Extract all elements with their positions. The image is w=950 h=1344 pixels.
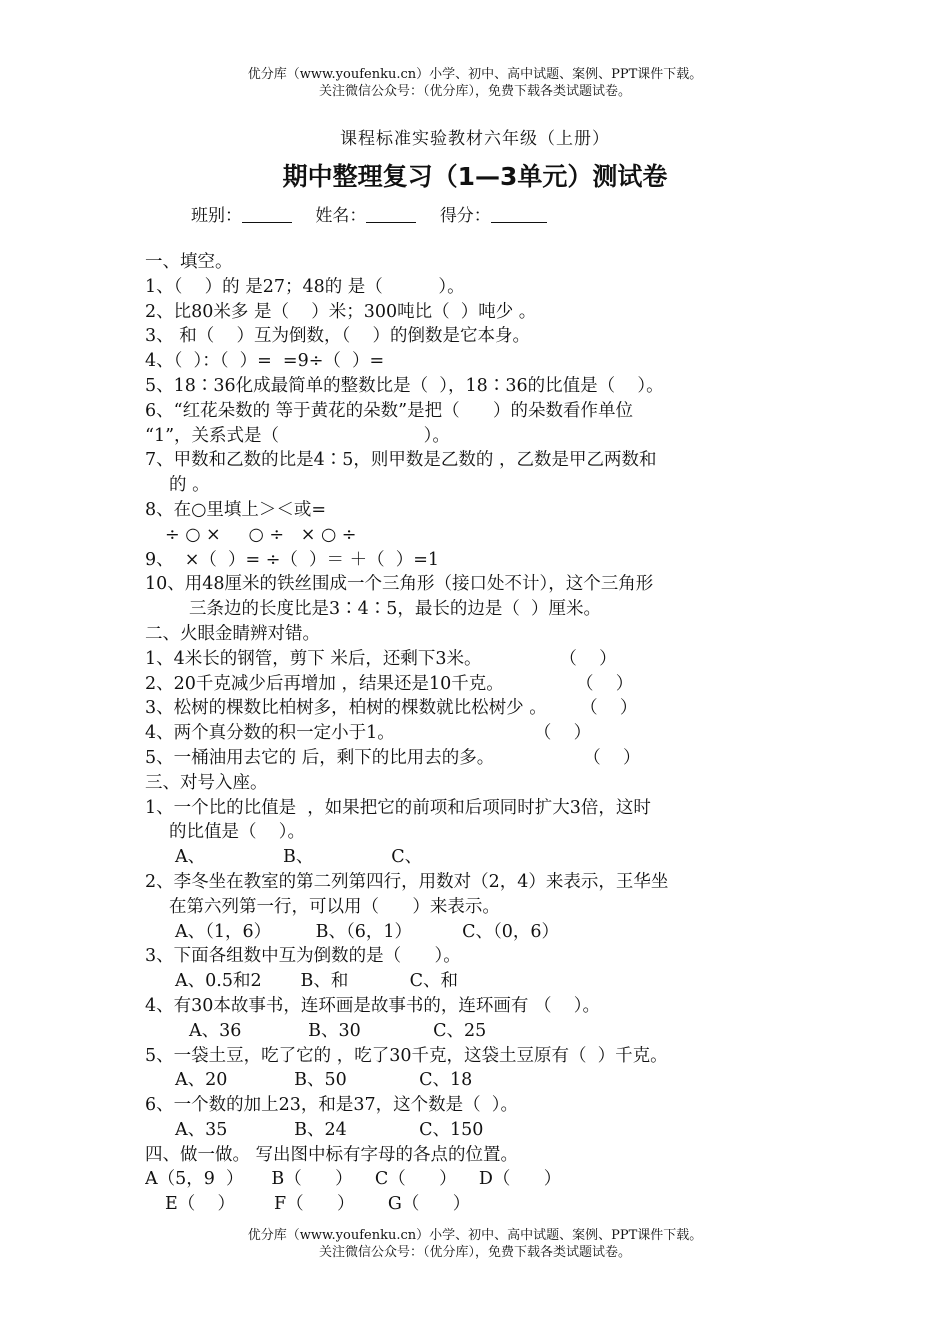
question-line: 4、（ ）：（ ）= =9÷（ ）= [145,351,385,372]
choice-options: A、36 B、30 C、25 [189,1020,487,1041]
section-multiple-choice: 三、对号入座。 [145,772,268,793]
question-line: 5、一袋土豆，吃了它的 ，吃了30千克，这袋土豆原有（ ）千克。 [145,1045,668,1066]
question-line: 的比值是（ ）。 [169,822,306,843]
page-header [0,66,950,100]
header-line-2: 关注微信公众号：（优分库），免费下载各类试题试卷。 [318,84,631,99]
footer-line-2: 关注微信公众号：（优分库），免费下载各类试题试卷。 [318,1245,631,1260]
section-coordinates: 四、做一做。 写出图中标有字母的各点的位置。 [145,1144,519,1165]
question-line: E（ ） F（ ） G（ ） [165,1194,471,1215]
question-line: 7、甲数和乙数的比是4∶5，则甲数是乙数的 ，乙数是甲乙两数和 [145,450,657,471]
footer-line-1: 优分库（www.youfenku.cn）小学、初中、高中试题、案例、PPT课件下载。 [247,1228,703,1243]
question-line: 2、比80米多 是（ ）米；300吨比（ ）吨少 。 [145,301,537,322]
score-label: 得分： [439,206,491,226]
question-line: 6、一个数的加上23，和是37，这个数是（ ）。 [145,1095,519,1116]
document-title: 期中整理复习（1—3单元）测试卷 [282,162,668,191]
question-line: ÷ ○ × ○ ÷ × ○ ÷ [165,524,357,545]
choice-options: A、20 B、50 C、18 [175,1070,473,1091]
question-line: 8、在○里填上＞＜或= [145,499,327,520]
student-info-row [191,201,565,226]
question-line: 5、18∶36化成最简单的整数比是（ ），18∶36的比值是（ ）。 [145,375,664,396]
question-line: 2、李冬坐在教室的第二列第四行，用数对（2，4）来表示，王华坐 [145,871,669,892]
question-line: 3、 和（ ）互为倒数，（ ）的倒数是它本身。 [145,326,530,347]
class-label: 班别： [191,206,242,226]
question-line: 1、4米长的钢管，剪下 米后，还剩下3米。 （ ） [145,648,617,669]
question-line: 3、下面各组数中互为倒数的是（ ）。 [145,946,461,967]
header-line-1: 优分库（www.youfenku.cn）小学、初中、高中试题、案例、PPT课件下载。 [247,67,703,82]
question-line: 3、松树的棵数比柏树多，柏树的棵数就比松树少 。 （ ） [145,698,638,719]
question-line: 三条边的长度比是3∶4∶5，最长的边是（ ）厘米。 [189,599,602,620]
section-true-false: 二、火眼金睛辨对错。 [145,623,320,644]
document-subtitle: 课程标准实验教材六年级（上册） [340,129,610,149]
choice-options: A、（1，6） B、（6，1） C、（0，6） [175,921,560,942]
exam-content [145,250,815,1217]
question-line: “1”，关系式是（ ）。 [145,425,450,446]
score-blank [491,207,547,223]
question-line: A（5，9 ） B（ ） C（ ） D（ ） [145,1169,562,1190]
section-fill-blank: 一、填空。 [145,252,233,272]
question-line: 6、“红花朵数的 等于黄花的朵数”是把（ ）的朵数看作单位 [145,400,633,421]
question-line: 2、20千克减少后再增加 ，结果还是10千克。 （ ） [145,673,634,694]
name-label: 姓名： [315,206,367,226]
page-footer [0,1227,950,1261]
question-line: 1、（ ）的 是27；48的 是（ ）。 [145,276,465,297]
question-line: 1、一个比的比值是 ，如果把它的前项和后项同时扩大3倍，这时 [145,797,651,818]
question-line: 的 。 [169,475,210,496]
choice-options: A、 B、 C、 [175,847,423,868]
class-blank [242,207,292,223]
question-line: 5、一桶油用去它的 后，剩下的比用去的多。 （ ） [145,747,641,768]
choice-options: A、35 B、24 C、150 [175,1119,484,1140]
question-line: 9、 ×（ ）= ÷（ ）＝ ＋（ ）=1 [145,549,440,570]
question-line: 10、用48厘米的铁丝围成一个三角形（接口处不计），这个三角形 [145,574,654,595]
question-line: 4、有30本故事书，连环画是故事书的，连环画有 （ ）。 [145,995,600,1016]
choice-options: A、0.5和2 B、和 C、和 [175,971,458,992]
name-blank [366,207,416,223]
question-line: 在第六列第一行，可以用（ ）来表示。 [169,896,500,917]
question-line: 4、两个真分数的积一定小于1。 （ ） [145,723,592,744]
